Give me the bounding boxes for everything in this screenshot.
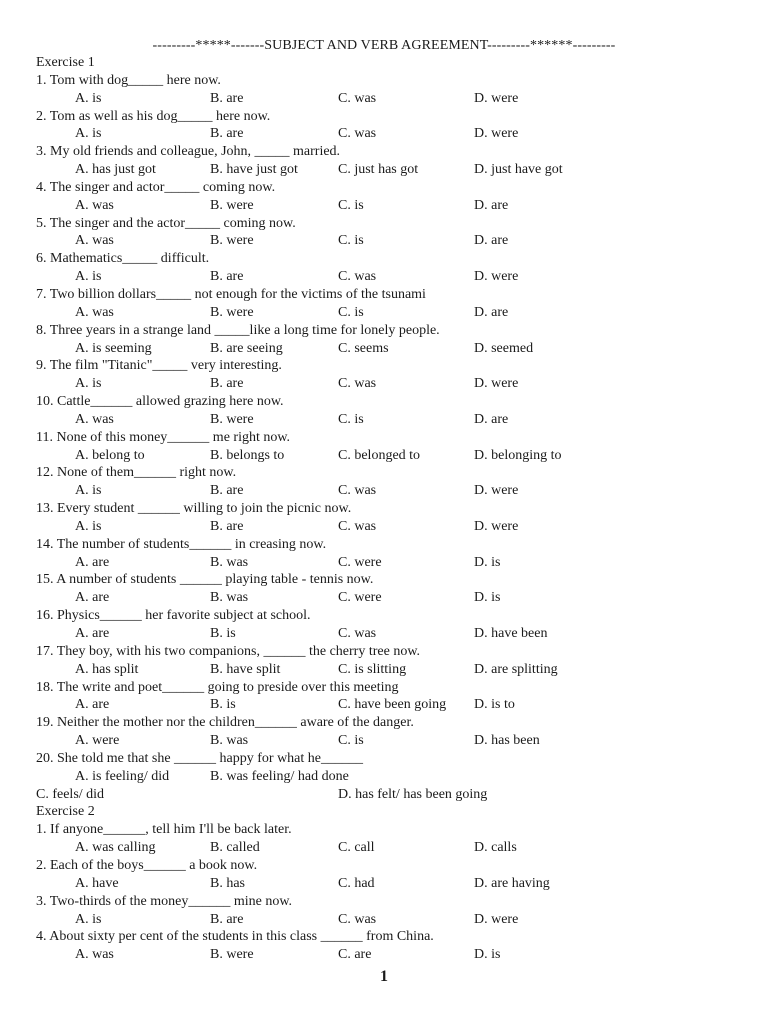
options-row bbox=[36, 589, 756, 607]
answer-option: D. were bbox=[474, 376, 519, 392]
options-row bbox=[36, 340, 756, 358]
options-row bbox=[36, 768, 756, 786]
question-text: 3. Two-thirds of the money______ mine now. bbox=[36, 893, 293, 909]
question-text: 1. If anyone______, tell him I'll be back later. bbox=[36, 822, 292, 838]
options-row bbox=[36, 411, 756, 429]
answer-option: B. are bbox=[210, 518, 244, 534]
answer-option: C. feels/ did bbox=[36, 786, 105, 802]
question-text: 5. The singer and the actor_____ coming now. bbox=[36, 215, 296, 231]
answer-option: C. was bbox=[338, 376, 377, 392]
exercise-heading: Exercise 1 bbox=[36, 55, 95, 70]
answer-option: A. are bbox=[75, 554, 110, 570]
answer-option: A. was bbox=[75, 233, 114, 249]
question-text: 12. None of them______ right now. bbox=[36, 465, 237, 481]
answer-option: B. were bbox=[210, 197, 254, 213]
answer-option: B. were bbox=[210, 947, 254, 963]
answer-option: D. are having bbox=[474, 875, 550, 891]
question-text: 2. Each of the boys______ a book now. bbox=[36, 857, 258, 873]
answer-option: D. is bbox=[474, 590, 501, 606]
answer-option: D. are bbox=[474, 197, 509, 213]
question-text: 14. The number of students______ in creasing now. bbox=[36, 536, 327, 552]
options-row bbox=[36, 447, 756, 465]
answer-option: B. were bbox=[210, 304, 254, 320]
answer-option: A. was calling bbox=[75, 840, 156, 856]
options-row bbox=[36, 786, 756, 804]
answer-option: C. is bbox=[338, 733, 364, 749]
question-text: 4. The singer and actor_____ coming now. bbox=[36, 179, 276, 195]
options-row bbox=[36, 911, 756, 929]
answer-option: A. have bbox=[75, 875, 119, 891]
answer-option: A. was bbox=[75, 947, 114, 963]
answer-option: A. were bbox=[75, 733, 120, 749]
question-text: 19. Neither the mother nor the children______ aware of the danger. bbox=[36, 715, 414, 731]
answer-option: C. was bbox=[338, 90, 377, 106]
question-text: 13. Every student ______ willing to join the picnic now. bbox=[36, 501, 352, 517]
answer-option: B. have split bbox=[210, 661, 281, 677]
options-row bbox=[36, 839, 756, 857]
answer-option: C. is bbox=[338, 411, 364, 427]
answer-option: C. are bbox=[338, 947, 372, 963]
answer-option: B. were bbox=[210, 411, 254, 427]
answer-option: B. are bbox=[210, 483, 244, 499]
question-text: 18. The write and poet______ going to preside over this meeting bbox=[36, 679, 399, 695]
options-row bbox=[36, 90, 756, 108]
answer-option: D. were bbox=[474, 911, 519, 927]
answer-option: A. is feeling/ did bbox=[75, 768, 170, 784]
answer-option: B. is bbox=[210, 697, 236, 713]
answer-option: D. just have got bbox=[474, 162, 563, 178]
question-text: 3. My old friends and colleague, John, _____ married. bbox=[36, 144, 341, 160]
answer-option: D. is to bbox=[474, 697, 515, 713]
answer-option: B. are bbox=[210, 376, 244, 392]
answer-option: A. was bbox=[75, 197, 114, 213]
answer-option: D. were bbox=[474, 483, 519, 499]
answer-option: D. is bbox=[474, 947, 501, 963]
options-row bbox=[36, 161, 756, 179]
answer-option: C. were bbox=[338, 590, 382, 606]
question-text: 9. The film "Titanic"_____ very interesting. bbox=[36, 358, 282, 374]
question-text: 16. Physics______ her favorite subject at school. bbox=[36, 608, 311, 624]
options-row bbox=[36, 197, 756, 215]
answer-option: C. is bbox=[338, 233, 364, 249]
options-row bbox=[36, 625, 756, 643]
answer-option: D. are bbox=[474, 411, 509, 427]
question-text: 20. She told me that she ______ happy for what he______ bbox=[36, 750, 364, 766]
question-text: 17. They boy, with his two companions, ______ the cherry tree now. bbox=[36, 643, 421, 659]
answer-option: B. are bbox=[210, 911, 244, 927]
question-text: 8. Three years in a strange land _____like a long time for lonely people. bbox=[36, 322, 440, 338]
answer-option: D. seemed bbox=[474, 340, 534, 356]
answer-option: C. seems bbox=[338, 340, 389, 356]
answer-option: C. was bbox=[338, 126, 377, 142]
answer-option: C. had bbox=[338, 875, 375, 891]
answer-option: B. are bbox=[210, 126, 244, 142]
answer-option: D. have been bbox=[474, 626, 548, 641]
answer-option: A. is bbox=[75, 90, 102, 106]
question-text: 10. Cattle______ allowed grazing here now. bbox=[36, 394, 284, 410]
answer-option: A. was bbox=[75, 304, 114, 320]
options-row bbox=[36, 232, 756, 250]
answer-option: D. belonging to bbox=[474, 447, 562, 463]
answer-option: D. has felt/ has been going bbox=[338, 786, 488, 802]
answer-option: D. are bbox=[474, 233, 509, 249]
question-text: 7. Two billion dollars_____ not enough for the victims of the tsunami bbox=[36, 286, 426, 302]
answer-option: A. are bbox=[75, 697, 110, 713]
answer-option: C. is slitting bbox=[338, 661, 407, 677]
answer-option: C. was bbox=[338, 269, 377, 285]
answer-option: B. called bbox=[210, 840, 260, 856]
answer-option: A. is bbox=[75, 376, 102, 392]
answer-option: B. are bbox=[210, 269, 244, 285]
question-text: 6. Mathematics_____ difficult. bbox=[36, 251, 210, 267]
answer-option: A. is seeming bbox=[75, 340, 152, 356]
question-text: 1. Tom with dog_____ here now. bbox=[36, 72, 221, 88]
options-row bbox=[36, 554, 756, 572]
question-text: 15. A number of students ______ playing table - tennis now. bbox=[36, 572, 374, 588]
options-row bbox=[36, 268, 756, 286]
answer-option: B. are seeing bbox=[210, 340, 283, 356]
answer-option: D. are splitting bbox=[474, 661, 558, 677]
question-text: 11. None of this money______ me right now. bbox=[36, 429, 291, 445]
answer-option: D. were bbox=[474, 269, 519, 285]
answer-option: C. was bbox=[338, 626, 377, 641]
answer-option: B. was bbox=[210, 590, 249, 606]
answer-option: B. was bbox=[210, 733, 249, 749]
answer-option: B. is bbox=[210, 626, 236, 641]
options-row bbox=[36, 946, 756, 964]
options-row bbox=[36, 875, 756, 893]
question-text: 2. Tom as well as his dog_____ here now. bbox=[36, 108, 271, 124]
answer-option: D. were bbox=[474, 90, 519, 106]
answer-option: C. is bbox=[338, 197, 364, 213]
answer-option: D. were bbox=[474, 126, 519, 142]
options-row bbox=[36, 125, 756, 143]
answer-option: C. belonged to bbox=[338, 447, 421, 463]
answer-option: C. were bbox=[338, 554, 382, 570]
answer-option: B. was bbox=[210, 554, 249, 570]
answer-option: B. have just got bbox=[210, 162, 298, 178]
answer-option: A. is bbox=[75, 518, 102, 534]
answer-option: A. are bbox=[75, 590, 110, 606]
answer-option: A. has just got bbox=[75, 162, 156, 178]
answer-option: D. calls bbox=[474, 840, 517, 856]
options-row bbox=[36, 732, 756, 750]
options-row bbox=[36, 375, 756, 393]
options-row bbox=[36, 304, 756, 322]
answer-option: A. is bbox=[75, 483, 102, 499]
answer-option: D. is bbox=[474, 554, 501, 570]
answer-option: A. is bbox=[75, 126, 102, 142]
answer-option: C. have been going bbox=[338, 697, 447, 713]
options-row bbox=[36, 696, 756, 714]
worksheet-content bbox=[36, 54, 756, 964]
answer-option: B. has bbox=[210, 875, 245, 891]
options-row bbox=[36, 518, 756, 536]
question-text: 4. About sixty per cent of the students in this class ______ from China. bbox=[36, 929, 434, 945]
exercise-heading: Exercise 2 bbox=[36, 804, 95, 820]
answer-option: C. call bbox=[338, 840, 375, 856]
options-row bbox=[36, 482, 756, 500]
answer-option: D. were bbox=[474, 518, 519, 534]
answer-option: C. was bbox=[338, 518, 377, 534]
answer-option: B. belongs to bbox=[210, 447, 285, 463]
answer-option: A. has split bbox=[75, 661, 139, 677]
options-row bbox=[36, 661, 756, 679]
answer-option: B. was feeling/ had done bbox=[210, 768, 349, 784]
answer-option: D. are bbox=[474, 304, 509, 320]
answer-option: A. is bbox=[75, 269, 102, 285]
page-number: 1 bbox=[380, 968, 388, 985]
answer-option: A. was bbox=[75, 411, 114, 427]
answer-option: A. belong to bbox=[75, 447, 145, 463]
answer-option: D. has been bbox=[474, 733, 540, 749]
answer-option: B. are bbox=[210, 90, 244, 106]
answer-option: A. are bbox=[75, 626, 110, 641]
answer-option: C. was bbox=[338, 911, 377, 927]
answer-option: C. is bbox=[338, 304, 364, 320]
answer-option: B. were bbox=[210, 233, 254, 249]
worksheet-title: ---------*****-------SUBJECT AND VERB AGREEMENT---------******--------- bbox=[152, 38, 616, 53]
answer-option: C. was bbox=[338, 483, 377, 499]
answer-option: A. is bbox=[75, 911, 102, 927]
answer-option: C. just has got bbox=[338, 162, 419, 178]
